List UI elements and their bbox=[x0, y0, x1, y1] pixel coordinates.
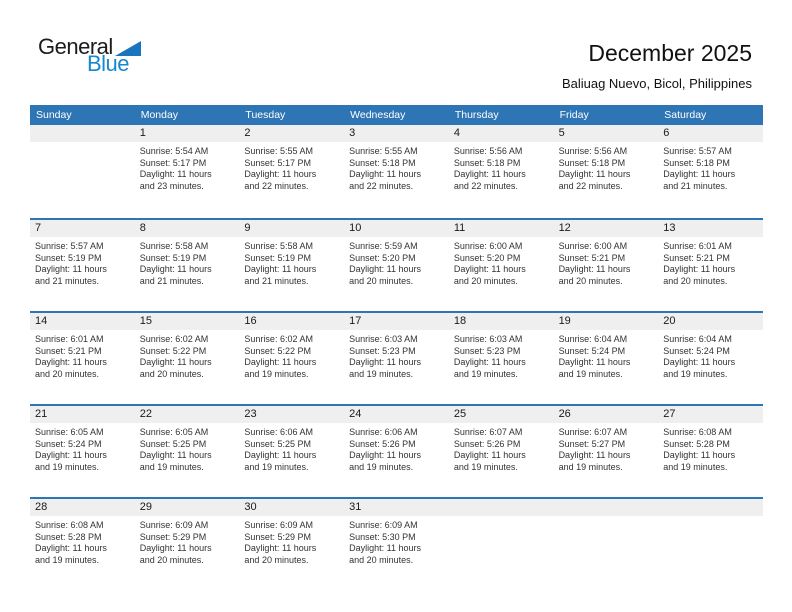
day-cell bbox=[658, 406, 763, 497]
day-number: 25 bbox=[449, 406, 554, 423]
day-number: 24 bbox=[344, 406, 449, 423]
day-cell bbox=[135, 125, 240, 218]
day-number: 7 bbox=[30, 220, 135, 237]
day-number: 8 bbox=[135, 220, 240, 237]
day-cell bbox=[658, 313, 763, 404]
day-details bbox=[449, 142, 554, 192]
sunrise-line: Sunrise: 5:59 AM bbox=[349, 241, 418, 251]
sunrise-line: Sunrise: 5:55 AM bbox=[349, 146, 418, 156]
sunrise-line: Sunrise: 6:08 AM bbox=[663, 427, 732, 437]
day-cell bbox=[239, 313, 344, 404]
day-number bbox=[449, 499, 554, 516]
day-details bbox=[135, 423, 240, 473]
weekday-header-friday: Friday bbox=[559, 109, 589, 121]
day-cell bbox=[239, 499, 344, 590]
day-cell bbox=[554, 313, 659, 404]
sunrise-line: Sunrise: 6:03 AM bbox=[349, 334, 418, 344]
day-number: 31 bbox=[344, 499, 449, 516]
sunrise-line: Sunrise: 6:07 AM bbox=[558, 427, 628, 437]
day-cell bbox=[135, 406, 240, 497]
daylight-line-1: Daylight: 11 hours bbox=[139, 264, 212, 274]
daylight-line-1: Daylight: 11 hours bbox=[244, 543, 317, 553]
sunset-line: Sunset: 5:25 PM bbox=[244, 438, 311, 449]
daylight-line-2: and 19 minutes. bbox=[139, 461, 204, 472]
sunrise-line: Sunrise: 5:57 AM bbox=[35, 241, 104, 251]
sunrise-line: Sunrise: 6:02 AM bbox=[244, 334, 313, 344]
daylight-line-2: and 19 minutes. bbox=[663, 368, 728, 379]
daylight-line-1: Daylight: 11 hours bbox=[558, 264, 631, 274]
daylight-line-2: and 21 minutes. bbox=[35, 275, 100, 286]
day-cell bbox=[239, 220, 344, 311]
daylight-line-1: Daylight: 11 hours bbox=[453, 357, 526, 367]
day-details bbox=[344, 330, 449, 380]
weekday-header-sunday: Sunday bbox=[36, 109, 72, 121]
day-cell bbox=[449, 125, 554, 218]
sunset-line: Sunset: 5:28 PM bbox=[663, 438, 730, 449]
day-details bbox=[135, 516, 240, 566]
day-details bbox=[135, 330, 240, 380]
daylight-line-2: and 21 minutes. bbox=[139, 275, 204, 286]
daylight-line-1: Daylight: 11 hours bbox=[349, 543, 422, 553]
day-number: 1 bbox=[135, 125, 240, 142]
week-row bbox=[30, 218, 763, 311]
day-details bbox=[554, 423, 659, 473]
sunset-line: Sunset: 5:23 PM bbox=[349, 345, 416, 356]
sunset-line: Sunset: 5:22 PM bbox=[139, 345, 207, 356]
day-details bbox=[658, 142, 763, 192]
sunrise-line: Sunrise: 5:58 AM bbox=[244, 241, 313, 251]
day-cell bbox=[554, 220, 659, 311]
day-number: 4 bbox=[449, 125, 554, 142]
day-details bbox=[239, 237, 344, 287]
page-subtitle: Baliuag Nuevo, Bicol, Philippines bbox=[561, 76, 752, 91]
weekday-header-row bbox=[30, 105, 763, 125]
day-number: 9 bbox=[239, 220, 344, 237]
day-details bbox=[30, 516, 135, 566]
sunrise-line: Sunrise: 6:06 AM bbox=[349, 427, 418, 437]
day-details bbox=[658, 516, 763, 520]
daylight-line-2: and 19 minutes. bbox=[558, 461, 623, 472]
day-cell bbox=[658, 499, 763, 590]
daylight-line-2: and 19 minutes. bbox=[35, 554, 100, 565]
sunrise-line: Sunrise: 6:02 AM bbox=[139, 334, 209, 344]
sunset-line: Sunset: 5:23 PM bbox=[453, 345, 521, 356]
day-number: 29 bbox=[135, 499, 240, 516]
day-number: 5 bbox=[554, 125, 659, 142]
weekday-header-tuesday: Tuesday bbox=[245, 109, 286, 121]
week-row bbox=[30, 125, 763, 218]
sunset-line: Sunset: 5:18 PM bbox=[349, 157, 416, 168]
daylight-line-1: Daylight: 11 hours bbox=[349, 264, 422, 274]
day-details bbox=[30, 237, 135, 287]
sunset-line: Sunset: 5:24 PM bbox=[558, 345, 626, 356]
daylight-line-2: and 20 minutes. bbox=[35, 368, 100, 379]
daylight-line-1: Daylight: 11 hours bbox=[453, 450, 526, 460]
day-details bbox=[658, 330, 763, 380]
day-number: 22 bbox=[135, 406, 240, 423]
daylight-line-1: Daylight: 11 hours bbox=[558, 450, 631, 460]
page-title: December 2025 bbox=[588, 40, 752, 66]
week-row bbox=[30, 497, 763, 590]
daylight-line-2: and 23 minutes. bbox=[139, 180, 204, 191]
sunset-line: Sunset: 5:18 PM bbox=[558, 157, 626, 168]
day-cell bbox=[554, 125, 659, 218]
day-cell bbox=[344, 220, 449, 311]
day-details bbox=[449, 330, 554, 380]
sunrise-line: Sunrise: 6:04 AM bbox=[558, 334, 628, 344]
day-number: 2 bbox=[239, 125, 344, 142]
daylight-line-2: and 19 minutes. bbox=[453, 461, 518, 472]
daylight-line-1: Daylight: 11 hours bbox=[35, 543, 107, 553]
sunrise-line: Sunrise: 6:06 AM bbox=[244, 427, 313, 437]
day-number: 30 bbox=[239, 499, 344, 516]
sunrise-line: Sunrise: 5:55 AM bbox=[244, 146, 313, 156]
sunset-line: Sunset: 5:17 PM bbox=[139, 157, 207, 168]
day-number: 10 bbox=[344, 220, 449, 237]
day-details bbox=[658, 237, 763, 287]
daylight-line-1: Daylight: 11 hours bbox=[35, 264, 107, 274]
daylight-line-1: Daylight: 11 hours bbox=[244, 450, 317, 460]
daylight-line-2: and 20 minutes. bbox=[349, 554, 414, 565]
sunrise-line: Sunrise: 6:01 AM bbox=[35, 334, 104, 344]
daylight-line-1: Daylight: 11 hours bbox=[244, 264, 317, 274]
day-number: 26 bbox=[554, 406, 659, 423]
weekday-header-saturday: Saturday bbox=[664, 109, 707, 121]
daylight-line-1: Daylight: 11 hours bbox=[349, 450, 422, 460]
weekday-header-thursday: Thursday bbox=[454, 109, 499, 121]
calendar-table bbox=[30, 105, 763, 590]
daylight-line-2: and 20 minutes. bbox=[139, 368, 204, 379]
sunset-line: Sunset: 5:20 PM bbox=[453, 252, 521, 263]
sunrise-line: Sunrise: 6:07 AM bbox=[453, 427, 523, 437]
sunset-line: Sunset: 5:25 PM bbox=[139, 438, 207, 449]
sunset-line: Sunset: 5:18 PM bbox=[453, 157, 521, 168]
day-details bbox=[344, 516, 449, 566]
week-row bbox=[30, 311, 763, 404]
sunset-line: Sunset: 5:29 PM bbox=[139, 531, 207, 542]
day-details bbox=[239, 142, 344, 192]
day-cell bbox=[135, 499, 240, 590]
day-number: 11 bbox=[449, 220, 554, 237]
day-details bbox=[239, 423, 344, 473]
day-details bbox=[135, 142, 240, 192]
sunset-line: Sunset: 5:17 PM bbox=[244, 157, 311, 168]
day-details bbox=[135, 237, 240, 287]
day-number: 28 bbox=[30, 499, 135, 516]
day-cell bbox=[30, 499, 135, 590]
daylight-line-2: and 22 minutes. bbox=[349, 180, 414, 191]
sunrise-line: Sunrise: 6:01 AM bbox=[663, 241, 732, 251]
daylight-line-1: Daylight: 11 hours bbox=[453, 264, 526, 274]
sunset-line: Sunset: 5:21 PM bbox=[35, 345, 102, 356]
weekday-header-wednesday: Wednesday bbox=[350, 109, 406, 121]
sunrise-line: Sunrise: 6:09 AM bbox=[244, 520, 313, 530]
sunrise-line: Sunrise: 6:03 AM bbox=[453, 334, 523, 344]
day-cell bbox=[344, 499, 449, 590]
day-details bbox=[449, 516, 554, 520]
daylight-line-2: and 20 minutes. bbox=[453, 275, 518, 286]
day-cell bbox=[135, 220, 240, 311]
daylight-line-2: and 20 minutes. bbox=[139, 554, 204, 565]
day-number: 18 bbox=[449, 313, 554, 330]
day-number: 15 bbox=[135, 313, 240, 330]
daylight-line-2: and 21 minutes. bbox=[244, 275, 309, 286]
sunrise-line: Sunrise: 5:56 AM bbox=[453, 146, 523, 156]
day-cell bbox=[449, 313, 554, 404]
daylight-line-2: and 20 minutes. bbox=[558, 275, 623, 286]
day-details bbox=[449, 423, 554, 473]
sunrise-line: Sunrise: 5:54 AM bbox=[139, 146, 209, 156]
sunrise-line: Sunrise: 6:04 AM bbox=[663, 334, 732, 344]
day-number: 19 bbox=[554, 313, 659, 330]
daylight-line-2: and 22 minutes. bbox=[244, 180, 309, 191]
weekday-header-monday: Monday bbox=[140, 109, 179, 121]
day-details bbox=[554, 142, 659, 192]
day-cell bbox=[30, 406, 135, 497]
day-cell bbox=[449, 406, 554, 497]
daylight-line-2: and 19 minutes. bbox=[35, 461, 100, 472]
daylight-line-2: and 22 minutes. bbox=[558, 180, 623, 191]
sunrise-line: Sunrise: 5:57 AM bbox=[663, 146, 732, 156]
sunset-line: Sunset: 5:26 PM bbox=[453, 438, 521, 449]
daylight-line-2: and 22 minutes. bbox=[453, 180, 518, 191]
daylight-line-2: and 19 minutes. bbox=[349, 461, 414, 472]
sunrise-line: Sunrise: 5:58 AM bbox=[139, 241, 209, 251]
day-details bbox=[239, 516, 344, 566]
sunrise-line: Sunrise: 6:05 AM bbox=[139, 427, 209, 437]
day-cell bbox=[344, 406, 449, 497]
daylight-line-1: Daylight: 11 hours bbox=[35, 357, 107, 367]
daylight-line-1: Daylight: 11 hours bbox=[663, 450, 736, 460]
day-cell bbox=[658, 220, 763, 311]
sunset-line: Sunset: 5:22 PM bbox=[244, 345, 311, 356]
sunset-line: Sunset: 5:27 PM bbox=[558, 438, 626, 449]
daylight-line-1: Daylight: 11 hours bbox=[349, 357, 422, 367]
day-number: 13 bbox=[658, 220, 763, 237]
daylight-line-2: and 19 minutes. bbox=[244, 368, 309, 379]
daylight-line-1: Daylight: 11 hours bbox=[35, 450, 107, 460]
daylight-line-1: Daylight: 11 hours bbox=[453, 169, 526, 179]
day-details bbox=[30, 330, 135, 380]
day-details bbox=[344, 237, 449, 287]
daylight-line-1: Daylight: 11 hours bbox=[244, 357, 317, 367]
day-cell bbox=[239, 125, 344, 218]
day-cell bbox=[449, 499, 554, 590]
sunrise-line: Sunrise: 6:09 AM bbox=[139, 520, 209, 530]
day-number: 20 bbox=[658, 313, 763, 330]
daylight-line-1: Daylight: 11 hours bbox=[139, 357, 212, 367]
day-cell bbox=[135, 313, 240, 404]
sunset-line: Sunset: 5:28 PM bbox=[35, 531, 102, 542]
sunset-line: Sunset: 5:18 PM bbox=[663, 157, 730, 168]
day-cell bbox=[30, 220, 135, 311]
sunrise-line: Sunrise: 6:00 AM bbox=[558, 241, 628, 251]
general-blue-logo bbox=[38, 36, 141, 75]
sunset-line: Sunset: 5:26 PM bbox=[349, 438, 416, 449]
daylight-line-1: Daylight: 11 hours bbox=[139, 543, 212, 553]
daylight-line-1: Daylight: 11 hours bbox=[558, 169, 631, 179]
day-details bbox=[344, 142, 449, 192]
day-details bbox=[658, 423, 763, 473]
day-number: 14 bbox=[30, 313, 135, 330]
sunset-line: Sunset: 5:21 PM bbox=[558, 252, 626, 263]
day-details bbox=[30, 423, 135, 473]
day-details bbox=[449, 237, 554, 287]
sunset-line: Sunset: 5:24 PM bbox=[35, 438, 102, 449]
day-number: 23 bbox=[239, 406, 344, 423]
daylight-line-1: Daylight: 11 hours bbox=[244, 169, 317, 179]
day-cell bbox=[449, 220, 554, 311]
day-number bbox=[554, 499, 659, 516]
day-details bbox=[344, 423, 449, 473]
daylight-line-2: and 19 minutes. bbox=[558, 368, 623, 379]
sunset-line: Sunset: 5:30 PM bbox=[349, 531, 416, 542]
day-cell bbox=[554, 499, 659, 590]
logo-text-general: General bbox=[38, 34, 113, 59]
day-cell bbox=[554, 406, 659, 497]
day-details bbox=[554, 237, 659, 287]
sunset-line: Sunset: 5:19 PM bbox=[139, 252, 207, 263]
sunset-line: Sunset: 5:24 PM bbox=[663, 345, 730, 356]
daylight-line-2: and 19 minutes. bbox=[244, 461, 309, 472]
daylight-line-2: and 20 minutes. bbox=[663, 275, 728, 286]
sunrise-line: Sunrise: 5:56 AM bbox=[558, 146, 628, 156]
daylight-line-2: and 19 minutes. bbox=[453, 368, 518, 379]
day-number: 21 bbox=[30, 406, 135, 423]
sunset-line: Sunset: 5:19 PM bbox=[35, 252, 102, 263]
day-number: 6 bbox=[658, 125, 763, 142]
sunrise-line: Sunrise: 6:08 AM bbox=[35, 520, 104, 530]
day-details bbox=[554, 330, 659, 380]
day-number bbox=[30, 125, 135, 142]
day-details bbox=[554, 516, 659, 520]
daylight-line-2: and 20 minutes. bbox=[349, 275, 414, 286]
day-details bbox=[239, 330, 344, 380]
day-number: 12 bbox=[554, 220, 659, 237]
sunrise-line: Sunrise: 6:00 AM bbox=[453, 241, 523, 251]
sunset-line: Sunset: 5:21 PM bbox=[663, 252, 730, 263]
daylight-line-1: Daylight: 11 hours bbox=[558, 357, 631, 367]
daylight-line-1: Daylight: 11 hours bbox=[663, 357, 736, 367]
sunset-line: Sunset: 5:19 PM bbox=[244, 252, 311, 263]
daylight-line-2: and 19 minutes. bbox=[349, 368, 414, 379]
daylight-line-1: Daylight: 11 hours bbox=[349, 169, 422, 179]
sunrise-line: Sunrise: 6:05 AM bbox=[35, 427, 104, 437]
logo-text-blue: Blue bbox=[87, 51, 130, 76]
day-number: 3 bbox=[344, 125, 449, 142]
day-cell bbox=[30, 125, 135, 218]
header-titles bbox=[562, 40, 752, 91]
daylight-line-2: and 20 minutes. bbox=[244, 554, 309, 565]
daylight-line-2: and 19 minutes. bbox=[663, 461, 728, 472]
day-number bbox=[658, 499, 763, 516]
week-row bbox=[30, 404, 763, 497]
day-cell bbox=[344, 125, 449, 218]
day-cell bbox=[344, 313, 449, 404]
daylight-line-1: Daylight: 11 hours bbox=[139, 169, 212, 179]
daylight-line-1: Daylight: 11 hours bbox=[139, 450, 212, 460]
day-cell bbox=[658, 125, 763, 218]
day-number: 27 bbox=[658, 406, 763, 423]
day-details bbox=[30, 142, 135, 146]
calendar-weeks bbox=[30, 125, 763, 590]
daylight-line-1: Daylight: 11 hours bbox=[663, 264, 736, 274]
sunset-line: Sunset: 5:29 PM bbox=[244, 531, 311, 542]
daylight-line-1: Daylight: 11 hours bbox=[663, 169, 736, 179]
sunset-line: Sunset: 5:20 PM bbox=[349, 252, 416, 263]
day-number: 16 bbox=[239, 313, 344, 330]
sunrise-line: Sunrise: 6:09 AM bbox=[349, 520, 418, 530]
daylight-line-2: and 21 minutes. bbox=[663, 180, 728, 191]
day-cell bbox=[239, 406, 344, 497]
day-cell bbox=[30, 313, 135, 404]
day-number: 17 bbox=[344, 313, 449, 330]
